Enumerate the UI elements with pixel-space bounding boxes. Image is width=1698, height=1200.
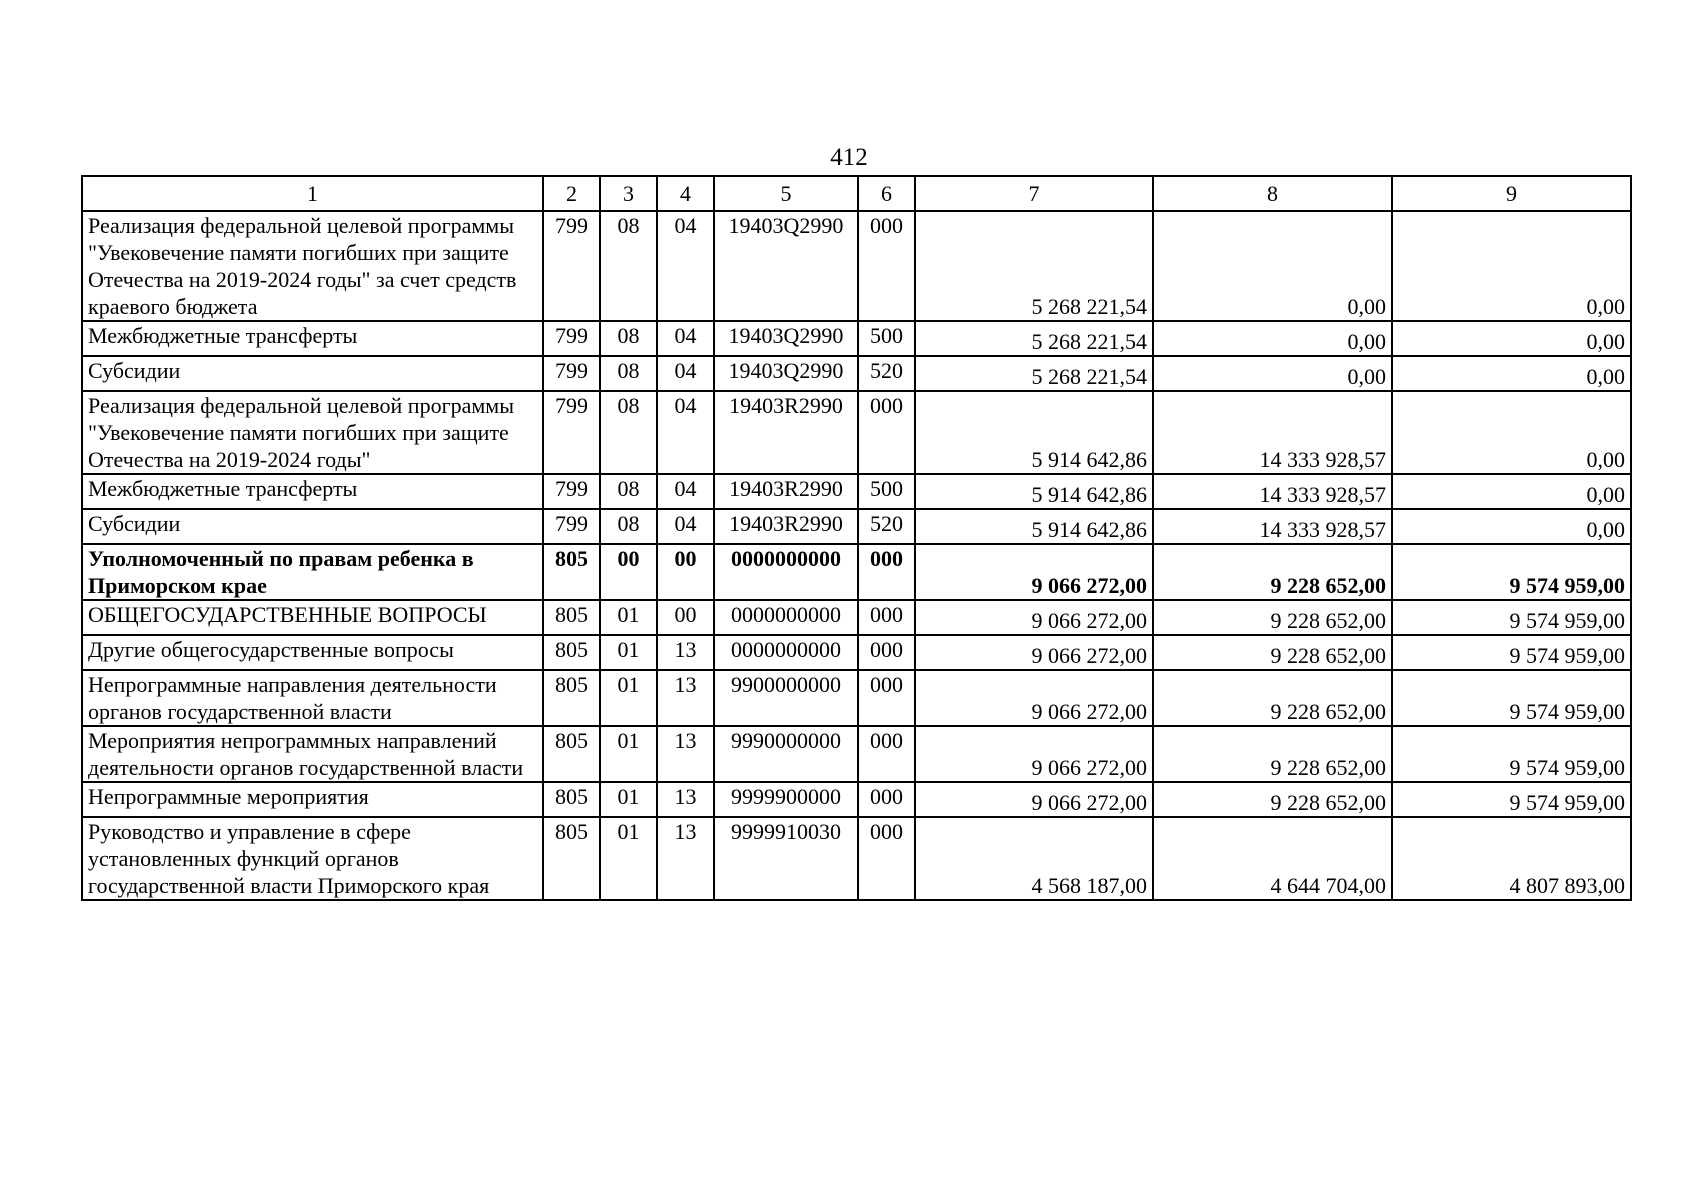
code-cell: 805 xyxy=(543,726,600,782)
amount-cell: 9 574 959,00 xyxy=(1392,670,1631,726)
amount-cell: 9 228 652,00 xyxy=(1153,726,1392,782)
code-cell: 799 xyxy=(543,211,600,321)
code-cell: 500 xyxy=(858,474,915,509)
amount-cell: 9 228 652,00 xyxy=(1153,635,1392,670)
amount-cell: 9 574 959,00 xyxy=(1392,600,1631,635)
amount-cell: 9 574 959,00 xyxy=(1392,635,1631,670)
code-cell: 08 xyxy=(600,509,657,544)
header-cell: 1 xyxy=(82,176,543,211)
row-name: Межбюджетные трансферты xyxy=(82,321,543,356)
code-cell: 04 xyxy=(657,356,714,391)
code-cell: 0000000000 xyxy=(714,544,858,600)
amount-cell: 9 574 959,00 xyxy=(1392,782,1631,817)
code-cell: 08 xyxy=(600,356,657,391)
code-cell: 19403Q2990 xyxy=(714,211,858,321)
table-row xyxy=(82,670,1631,726)
amount-cell: 14 333 928,57 xyxy=(1153,474,1392,509)
code-cell: 000 xyxy=(858,600,915,635)
code-cell: 0000000000 xyxy=(714,600,858,635)
row-name: Другие общегосударственные вопросы xyxy=(82,635,543,670)
code-cell: 9990000000 xyxy=(714,726,858,782)
code-cell: 799 xyxy=(543,509,600,544)
code-cell: 799 xyxy=(543,391,600,474)
table-row xyxy=(82,321,1631,356)
row-name: Межбюджетные трансферты xyxy=(82,474,543,509)
amount-cell: 5 268 221,54 xyxy=(915,356,1153,391)
code-cell: 500 xyxy=(858,321,915,356)
code-cell: 13 xyxy=(657,817,714,900)
header-cell: 7 xyxy=(915,176,1153,211)
row-name: Руководство и управление в сфере установленных функций органов государственной власти Приморского края xyxy=(82,817,543,900)
code-cell: 13 xyxy=(657,782,714,817)
amount-cell: 4 644 704,00 xyxy=(1153,817,1392,900)
header-cell: 8 xyxy=(1153,176,1392,211)
table-row xyxy=(82,817,1631,900)
code-cell: 520 xyxy=(858,356,915,391)
code-cell: 08 xyxy=(600,391,657,474)
code-cell: 805 xyxy=(543,600,600,635)
amount-cell: 9 066 272,00 xyxy=(915,600,1153,635)
amount-cell: 9 574 959,00 xyxy=(1392,726,1631,782)
code-cell: 000 xyxy=(858,635,915,670)
code-cell: 0000000000 xyxy=(714,635,858,670)
code-cell: 000 xyxy=(858,782,915,817)
amount-cell: 0,00 xyxy=(1392,474,1631,509)
row-name: Реализация федеральной целевой программы "Увековечение памяти погибших при защите Отечества на 2019-2024 годы" xyxy=(82,391,543,474)
code-cell: 01 xyxy=(600,726,657,782)
code-cell: 000 xyxy=(858,670,915,726)
amount-cell: 9 228 652,00 xyxy=(1153,600,1392,635)
header-cell: 9 xyxy=(1392,176,1631,211)
amount-cell: 9 066 272,00 xyxy=(915,670,1153,726)
amount-cell: 4 807 893,00 xyxy=(1392,817,1631,900)
code-cell: 799 xyxy=(543,474,600,509)
amount-cell: 0,00 xyxy=(1392,211,1631,321)
table-row xyxy=(82,544,1631,600)
row-name: Уполномоченный по правам ребенка в Приморском крае xyxy=(82,544,543,600)
amount-cell: 9 574 959,00 xyxy=(1392,544,1631,600)
code-cell: 799 xyxy=(543,321,600,356)
header-cell: 2 xyxy=(543,176,600,211)
amount-cell: 0,00 xyxy=(1153,356,1392,391)
amount-cell: 0,00 xyxy=(1392,321,1631,356)
amount-cell: 9 066 272,00 xyxy=(915,726,1153,782)
row-name: Субсидии xyxy=(82,509,543,544)
code-cell: 01 xyxy=(600,635,657,670)
code-cell: 04 xyxy=(657,474,714,509)
header-row xyxy=(82,176,1631,211)
amount-cell: 5 914 642,86 xyxy=(915,474,1153,509)
amount-cell: 14 333 928,57 xyxy=(1153,391,1392,474)
code-cell: 799 xyxy=(543,356,600,391)
code-cell: 19403R2990 xyxy=(714,509,858,544)
amount-cell: 9 228 652,00 xyxy=(1153,544,1392,600)
amount-cell: 9 228 652,00 xyxy=(1153,670,1392,726)
row-name: Субсидии xyxy=(82,356,543,391)
table-row xyxy=(82,356,1631,391)
amount-cell: 9 066 272,00 xyxy=(915,635,1153,670)
amount-cell: 14 333 928,57 xyxy=(1153,509,1392,544)
code-cell: 00 xyxy=(600,544,657,600)
amount-cell: 9 228 652,00 xyxy=(1153,782,1392,817)
table-row xyxy=(82,474,1631,509)
code-cell: 01 xyxy=(600,600,657,635)
code-cell: 19403R2990 xyxy=(714,391,858,474)
amount-cell: 0,00 xyxy=(1392,391,1631,474)
code-cell: 805 xyxy=(543,544,600,600)
amount-cell: 4 568 187,00 xyxy=(915,817,1153,900)
code-cell: 08 xyxy=(600,321,657,356)
code-cell: 19403R2990 xyxy=(714,474,858,509)
header-cell: 4 xyxy=(657,176,714,211)
code-cell: 805 xyxy=(543,817,600,900)
code-cell: 00 xyxy=(657,544,714,600)
code-cell: 13 xyxy=(657,726,714,782)
amount-cell: 5 914 642,86 xyxy=(915,391,1153,474)
amount-cell: 0,00 xyxy=(1153,321,1392,356)
amount-cell: 0,00 xyxy=(1392,509,1631,544)
code-cell: 520 xyxy=(858,509,915,544)
table-row xyxy=(82,726,1631,782)
code-cell: 000 xyxy=(858,817,915,900)
page-number: 412 xyxy=(830,144,868,171)
code-cell: 000 xyxy=(858,391,915,474)
row-name: Реализация федеральной целевой программы "Увековечение памяти погибших при защите Отечества на 2019-2024 годы" за счет средств краевого бюджета xyxy=(82,211,543,321)
budget-table xyxy=(81,175,1632,901)
code-cell: 000 xyxy=(858,211,915,321)
row-name: ОБЩЕГОСУДАРСТВЕННЫЕ ВОПРОСЫ xyxy=(82,600,543,635)
code-cell: 01 xyxy=(600,782,657,817)
code-cell: 9999900000 xyxy=(714,782,858,817)
table-row xyxy=(82,635,1631,670)
table-row xyxy=(82,600,1631,635)
code-cell: 01 xyxy=(600,817,657,900)
code-cell: 13 xyxy=(657,635,714,670)
code-cell: 9900000000 xyxy=(714,670,858,726)
code-cell: 13 xyxy=(657,670,714,726)
code-cell: 01 xyxy=(600,670,657,726)
code-cell: 19403Q2990 xyxy=(714,356,858,391)
amount-cell: 0,00 xyxy=(1392,356,1631,391)
amount-cell: 9 066 272,00 xyxy=(915,782,1153,817)
code-cell: 04 xyxy=(657,391,714,474)
row-name: Мероприятия непрограммных направлений деятельности органов государственной власти xyxy=(82,726,543,782)
code-cell: 19403Q2990 xyxy=(714,321,858,356)
row-name: Непрограммные направления деятельности органов государственной власти xyxy=(82,670,543,726)
amount-cell: 5 268 221,54 xyxy=(915,211,1153,321)
table-row xyxy=(82,211,1631,321)
header-cell: 5 xyxy=(714,176,858,211)
code-cell: 04 xyxy=(657,211,714,321)
row-name: Непрограммные мероприятия xyxy=(82,782,543,817)
code-cell: 000 xyxy=(858,544,915,600)
code-cell: 08 xyxy=(600,211,657,321)
table-row xyxy=(82,391,1631,474)
code-cell: 04 xyxy=(657,509,714,544)
amount-cell: 0,00 xyxy=(1153,211,1392,321)
header-cell: 3 xyxy=(600,176,657,211)
table-row xyxy=(82,509,1631,544)
code-cell: 00 xyxy=(657,600,714,635)
amount-cell: 5 914 642,86 xyxy=(915,509,1153,544)
code-cell: 000 xyxy=(858,726,915,782)
code-cell: 9999910030 xyxy=(714,817,858,900)
code-cell: 805 xyxy=(543,782,600,817)
code-cell: 04 xyxy=(657,321,714,356)
amount-cell: 9 066 272,00 xyxy=(915,544,1153,600)
code-cell: 805 xyxy=(543,670,600,726)
code-cell: 08 xyxy=(600,474,657,509)
code-cell: 805 xyxy=(543,635,600,670)
header-cell: 6 xyxy=(858,176,915,211)
table-row xyxy=(82,782,1631,817)
amount-cell: 5 268 221,54 xyxy=(915,321,1153,356)
